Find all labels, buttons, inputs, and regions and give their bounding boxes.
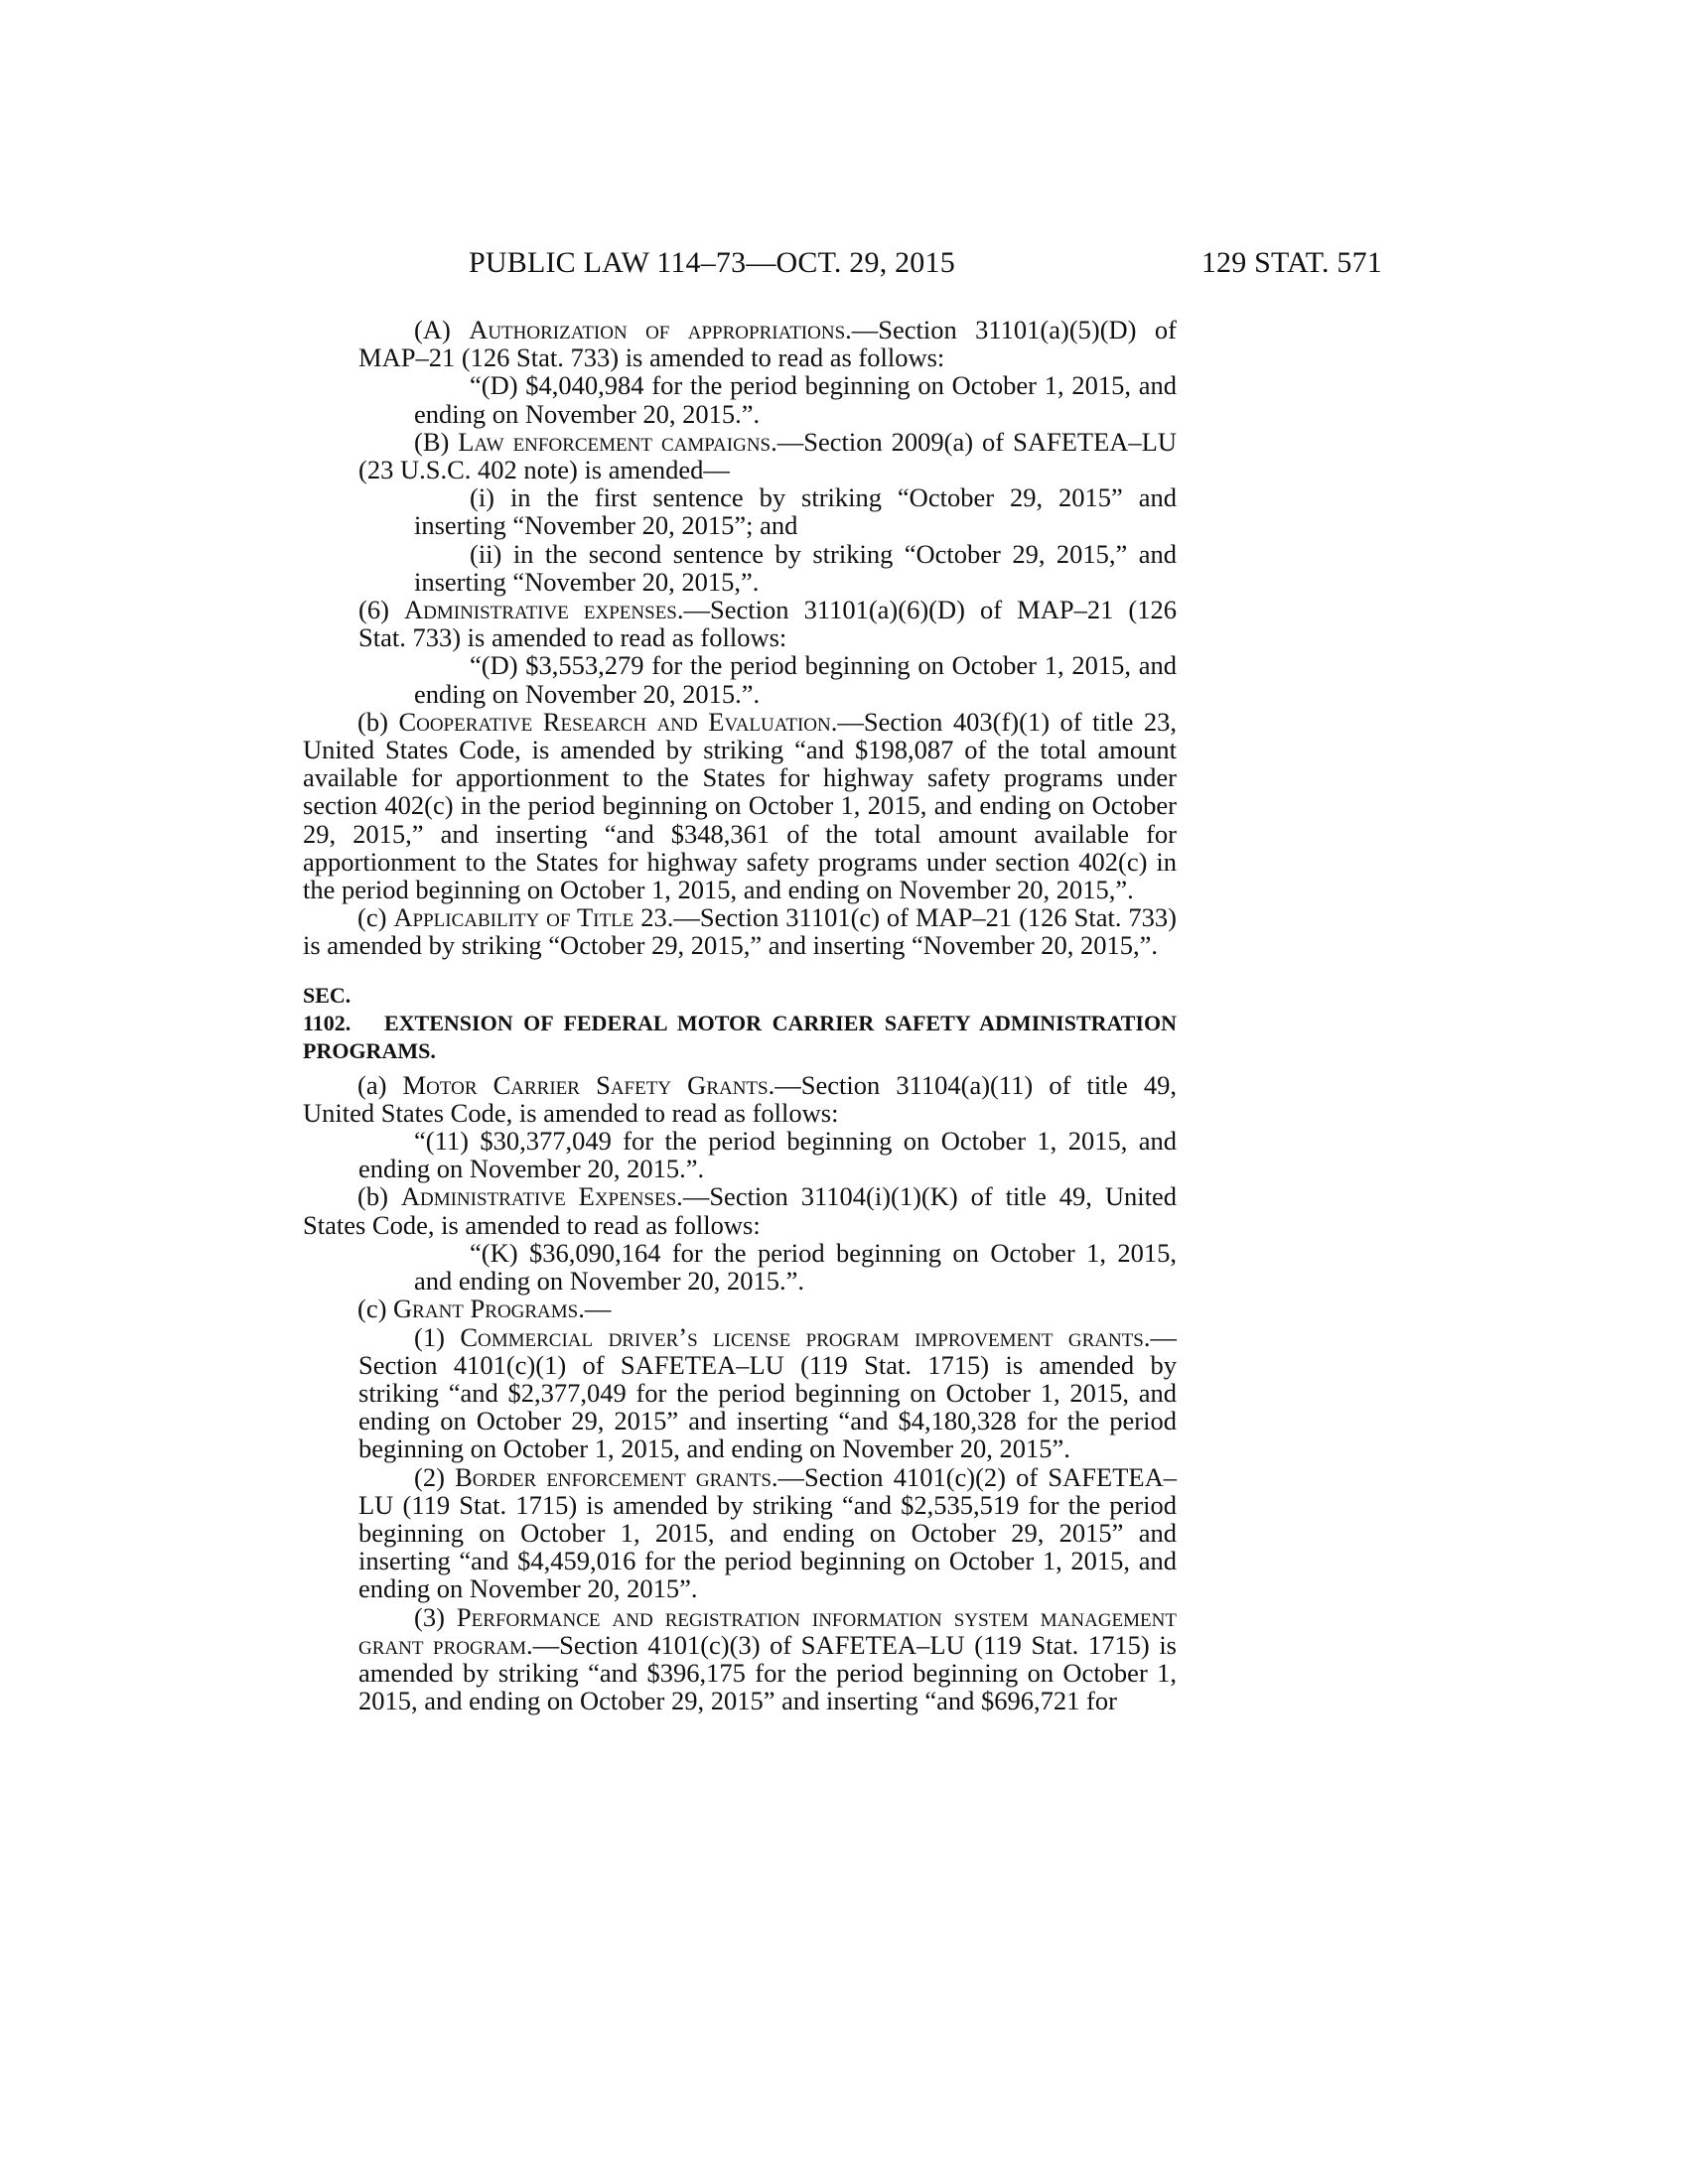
section-title: EXTENSION OF FEDERAL MOTOR CARRIER SAFETY ADMINISTRATION PROGRAMS. — [303, 1010, 1177, 1063]
subsection-grant-programs: (c) Grant Programs.— — [357, 1294, 612, 1324]
paragraph-border-enforcement-grants: (2) Border enforcement grants.—Section 4101(c)(2) of SAFETEA–LU (119 Stat. 1715) is amended by striking “and $2,535,519 for the period beginning on October 1, 2015, and ending on October 29, 2015” and inserting “and $4,459,016 for the period beginning on October 1, 2015, and ending on November 20, 2015”. — [358, 1461, 1177, 1604]
section-number: SEC. 1102. — [303, 982, 352, 1035]
subsection-motor-carrier-safety-grants: (a) Motor Carrier Safety Grants.—Section 31104(a)(11) of title 49, United States Code, is amended to read as follows: — [303, 1069, 1177, 1128]
paragraph-heading: Performance and registration information system management grant program. — [358, 1601, 1177, 1660]
paragraph-heading: Administrative Expenses. — [400, 1181, 683, 1212]
page-citation: 129 STAT. 571 — [1200, 246, 1382, 279]
paragraph-heading: Border enforcement grants. — [455, 1461, 778, 1492]
subsection-applicability-of-title-23: (c) Applicability of Title 23.—Section 31101(c) of MAP–21 (126 Stat. 733) is amended by striking “October 29, 2015,” and inserting “November 20, 2015,”. — [303, 902, 1177, 961]
paragraph-heading: Applicability of Title 23. — [393, 902, 674, 933]
subsection-administrative-expenses: (b) Administrative Expenses.—Section 31104(i)(1)(K) of title 49, United States Code, is amended to read as follows: — [303, 1181, 1177, 1240]
paragraph-heading: Motor Carrier Safety Grants. — [402, 1069, 775, 1100]
quoted-amendment: “(D) $4,040,984 for the period beginning on October 1, 2015, and ending on November 20, 2015.”. — [414, 370, 1177, 429]
section-heading — [303, 982, 1177, 1065]
paragraph-authorization-of-appropriations: (A) Authorization of appropriations.—Section 31101(a)(5)(D) of MAP–21 (126 Stat. 733) is amended to read as follows: — [358, 315, 1177, 373]
paragraph-heading: Grant Programs. — [393, 1294, 585, 1324]
paragraph-prism-grant-program: (3) Performance and registration information system management grant program.—Section 4101(c)(3) of SAFETEA–LU (119 Stat. 1715) is amended by striking “and $396,175 for the period beginning on October 1, 2015, and ending on October 29, 2015” and inserting “and $696,721 for — [358, 1601, 1177, 1716]
quoted-amendment: “(K) $36,090,164 for the period beginning on October 1, 2015, and ending on November 20, 2015.”. — [414, 1237, 1177, 1297]
quoted-amendment: “(D) $3,553,279 for the period beginning on October 1, 2015, and ending on November 20, 2015.”. — [414, 650, 1177, 709]
paragraph-administrative-expenses: (6) Administrative expenses.—Section 31101(a)(6)(D) of MAP–21 (126 Stat. 733) is amended to read as follows: — [358, 595, 1177, 653]
clause-i: (i) in the first sentence by striking “October 29, 2015” and inserting “November 20, 2015”; and — [414, 482, 1177, 541]
paragraph-law-enforcement-campaigns: (B) Law enforcement campaigns.—Section 2009(a) of SAFETEA–LU (23 U.S.C. 402 note) is amended— — [358, 426, 1177, 485]
paragraph-cdl-program-improvement-grants: (1) Commercial driver’s license program improvement grants.—Section 4101(c)(1) of SAFETEA–LU (119 Stat. 1715) is amended by striking “and $2,377,049 for the period beginning on October 1, 2015, and ending on October 29, 2015” and inserting “and $4,180,328 for the period beginning on October 1, 2015, and ending on November 20, 2015”. — [358, 1321, 1177, 1464]
paragraph-heading: Commercial driver’s license program improvement grants. — [460, 1321, 1151, 1352]
quoted-amendment: “(11) $30,377,049 for the period beginning on October 1, 2015, and ending on November 20, 2015.”. — [358, 1126, 1177, 1184]
paragraph-heading: Law enforcement campaigns. — [458, 426, 777, 457]
subsection-cooperative-research: (b) Cooperative Research and Evaluation.—Section 403(f)(1) of title 23, United States Code, is amended by striking “and $198,087 of the total amount available for apportionment to the States for highway safety programs under section 402(c) in the period beginning on October 1, 2015, and ending on October 29, 2015,” and inserting “and $348,361 of the total amount available for apportionment to the States for highway safety programs under section 402(c) in the period beginning on October 1, 2015, and ending on November 20, 2015,”. — [303, 706, 1178, 905]
paragraph-heading: Authorization of appropriations. — [469, 315, 852, 344]
clause-ii: (ii) in the second sentence by striking “October 29, 2015,” and inserting “November 20, 2015,”. — [414, 538, 1177, 597]
paragraph-heading: Administrative expenses. — [403, 595, 684, 625]
paragraph-heading: Cooperative Research and Evaluation. — [398, 706, 838, 737]
statute-body — [303, 316, 1177, 1714]
running-header-title: PUBLIC LAW 114–73—OCT. 29, 2015 — [469, 246, 955, 279]
running-header — [469, 246, 1382, 286]
